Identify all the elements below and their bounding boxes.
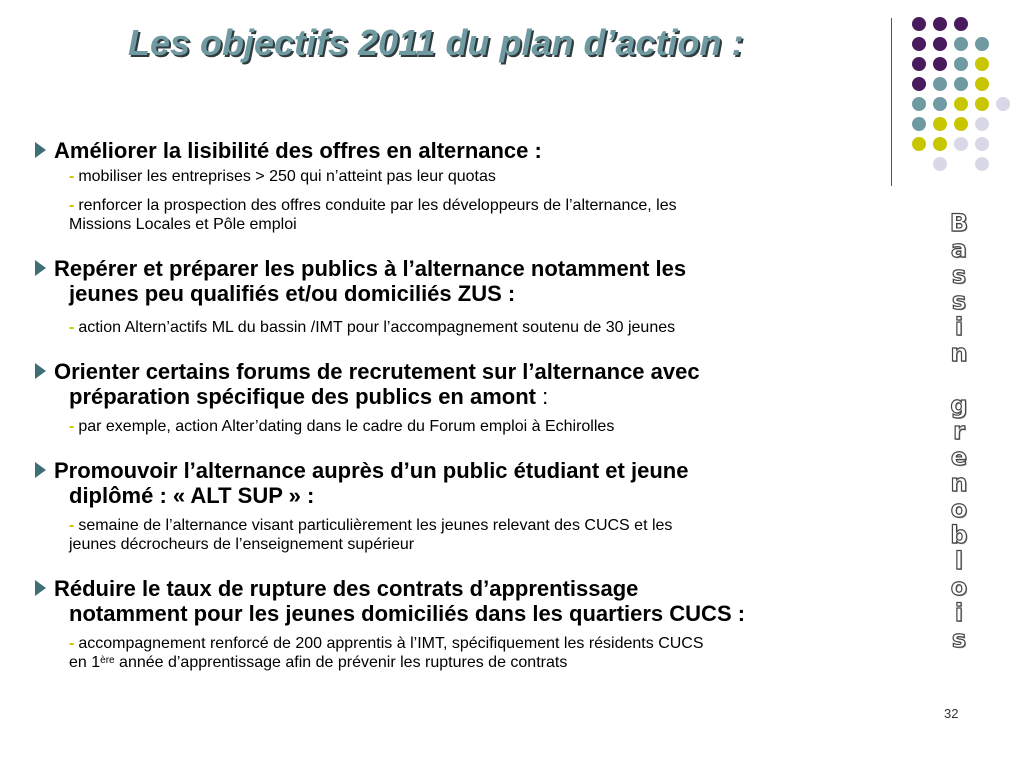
decorative-dot	[933, 77, 947, 91]
arrow-bullet-icon	[35, 580, 46, 596]
bullet-text-cont: en 1	[69, 654, 101, 671]
decorative-dot	[996, 97, 1010, 111]
bullet-text: action Altern’actifs ML du bassin /IMT pour l’accompagnement soutenu de 30 jeunes	[78, 319, 676, 336]
objective-1	[35, 138, 885, 234]
decorative-dot	[975, 157, 989, 171]
decorative-dot	[933, 157, 947, 171]
bullet-text-cont: Missions Locales et Pôle emploi	[69, 216, 297, 233]
decorative-dot	[912, 97, 926, 111]
decorative-dot	[975, 97, 989, 111]
heading-suffix: :	[535, 384, 549, 409]
sub-bullet	[35, 634, 885, 672]
decorative-dot	[975, 57, 989, 71]
vertical-letter: o	[950, 495, 968, 523]
slide-title: Les objectifs 2011 du plan d’action :	[128, 22, 744, 63]
vertical-label-bassin-grenoblois	[934, 210, 984, 680]
objective-heading	[35, 458, 885, 508]
decorative-dot	[954, 137, 968, 151]
dash-marker: -	[69, 635, 75, 652]
decorative-dot	[933, 57, 947, 71]
bullet-text: accompagnement renforcé de 200 apprentis à l’IMT, spécifiquement les résidents CUCS	[78, 635, 704, 652]
sub-bullet	[35, 516, 885, 554]
heading-text: Promouvoir l’alternance auprès d’un public étudiant et jeune	[54, 458, 689, 483]
objective-3	[35, 359, 885, 436]
decorative-dot	[912, 77, 926, 91]
decorative-dot	[933, 117, 947, 131]
decorative-dot	[912, 117, 926, 131]
decorative-dot	[912, 137, 926, 151]
vertical-letter: e	[950, 443, 968, 471]
bullet-text: par exemple, action Alter’dating dans le cadre du Forum emploi à Echirolles	[78, 418, 615, 435]
objectives-list	[35, 138, 885, 684]
dash-marker: -	[69, 168, 75, 185]
arrow-bullet-icon	[35, 462, 46, 478]
heading-text-cont: préparation spécifique des publics en amont	[69, 384, 536, 409]
decorative-dot	[954, 57, 968, 71]
arrow-bullet-icon	[35, 142, 46, 158]
decorative-dot	[975, 77, 989, 91]
decorative-dot	[954, 17, 968, 31]
heading-text: Repérer et préparer les publics à l’alternance notamment les	[54, 256, 687, 281]
objective-heading	[35, 138, 885, 163]
arrow-bullet-icon	[35, 260, 46, 276]
bullet-text: mobiliser les entreprises > 250 qui n’atteint pas leur quotas	[78, 168, 496, 185]
vertical-letter: i	[954, 313, 964, 341]
ordinal-superscript: ère	[100, 655, 115, 666]
dash-marker: -	[69, 517, 75, 534]
decorative-dot	[954, 117, 968, 131]
objective-heading	[35, 576, 885, 626]
arrow-bullet-icon	[35, 363, 46, 379]
dash-marker: -	[69, 197, 75, 214]
vertical-letter: B	[949, 210, 969, 237]
heading-text-cont: jeunes peu qualifiés et/ou domiciliés ZUS :	[69, 281, 516, 306]
vertical-letter: n	[950, 339, 968, 367]
vertical-letter: r	[953, 417, 965, 445]
decorative-dot	[912, 17, 926, 31]
vertical-letter: i	[954, 599, 964, 627]
decorative-dot	[933, 137, 947, 151]
vertical-letter: s	[951, 287, 967, 315]
vertical-letter: s	[951, 261, 967, 289]
sub-bullet	[35, 167, 885, 186]
decorative-dot	[933, 37, 947, 51]
sub-bullet	[35, 417, 885, 436]
sub-bullet	[35, 318, 885, 337]
objective-heading	[35, 359, 885, 409]
vertical-letter: g	[950, 391, 968, 419]
heading-text: Orienter certains forums de recrutement sur l’alternance avec	[54, 359, 700, 384]
bullet-text-cont: jeunes décrocheurs de l’enseignement supérieur	[69, 536, 415, 553]
vertical-letter: s	[951, 625, 967, 653]
decorative-dot	[933, 97, 947, 111]
decorative-dot	[912, 57, 926, 71]
dash-marker: -	[69, 418, 75, 435]
dash-marker: -	[69, 319, 75, 336]
bullet-text-cont: année d’apprentissage afin de prévenir les ruptures de contrats	[114, 654, 568, 671]
decorative-dot-grid	[900, 15, 1020, 165]
objective-heading	[35, 256, 885, 306]
decorative-dot	[975, 137, 989, 151]
page-number: 32	[944, 706, 959, 721]
sub-bullet	[35, 196, 885, 234]
heading-text-cont: notamment pour les jeunes domiciliés dans les quartiers CUCS :	[69, 601, 746, 626]
heading-text-cont: diplômé : « ALT SUP » :	[69, 483, 315, 508]
decorative-dot	[975, 117, 989, 131]
decorative-dot	[933, 17, 947, 31]
vertical-letter: b	[950, 521, 968, 549]
bullet-text: renforcer la prospection des offres conduite par les développeurs de l’alternance, les	[78, 197, 677, 214]
heading-text-cont-wrap	[35, 384, 885, 409]
heading-text: Réduire le taux de rupture des contrats d’apprentissage	[54, 576, 639, 601]
objective-4	[35, 458, 885, 554]
divider-line	[891, 18, 892, 186]
heading-text: Améliorer la lisibilité des offres en alternance :	[54, 138, 542, 163]
vertical-letter: a	[950, 235, 968, 263]
vertical-letter	[955, 366, 963, 392]
decorative-dot	[912, 37, 926, 51]
decorative-dot	[954, 77, 968, 91]
vertical-letter: l	[954, 547, 964, 575]
decorative-dot	[954, 37, 968, 51]
objective-2	[35, 256, 885, 337]
bullet-text: semaine de l’alternance visant particulièrement les jeunes relevant des CUCS et les	[78, 517, 673, 534]
objective-5	[35, 576, 885, 672]
vertical-letter: o	[950, 573, 968, 601]
vertical-letter: n	[950, 469, 968, 497]
decorative-dot	[975, 37, 989, 51]
decorative-dot	[954, 97, 968, 111]
